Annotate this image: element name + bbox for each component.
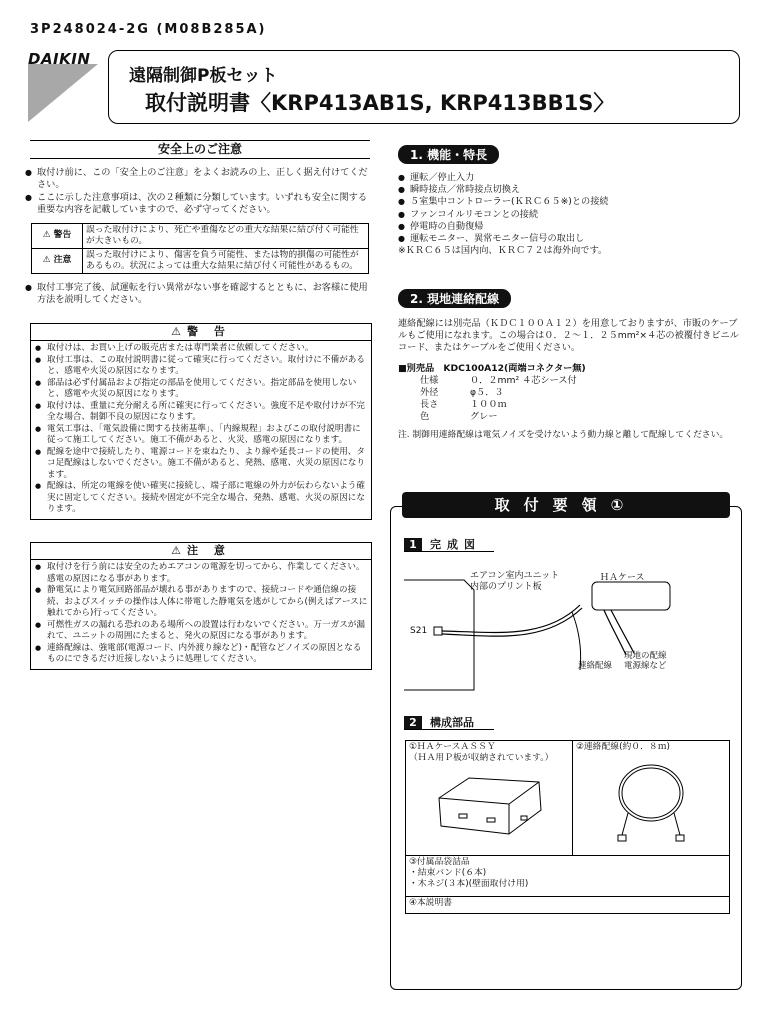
spec-value: φ５．３ <box>470 387 504 399</box>
table-row <box>32 223 369 248</box>
wire-coil-drawing <box>576 757 726 847</box>
section1-underline <box>404 551 494 552</box>
warning-heading: ⚠警 告 <box>31 324 371 342</box>
spec-key: 色 <box>420 411 430 423</box>
warning-caution-table <box>31 223 369 274</box>
wire-label: 連絡配線 <box>578 661 613 671</box>
part-3-cell <box>406 856 730 897</box>
part-3-title: ③付属品袋詰品 <box>409 857 470 867</box>
spec-row <box>420 375 583 387</box>
caution-item: ● 可燃性ガスの漏れる恐れのある場所への設置は行わないでください。万一ガスが漏れて、ユニットの周囲にたまると、発火の原因になる事があります。 <box>35 620 368 643</box>
logo-text: DAIKIN <box>28 50 91 68</box>
warning-label-cell <box>32 223 83 248</box>
pcb-label <box>470 571 559 593</box>
features-item: ● 運転／停止入力 <box>398 172 743 184</box>
table-row <box>406 741 730 856</box>
document-code: 3P248024-2G (M08B285A) <box>30 22 267 37</box>
features-item: ● 停電時の自動復帰 <box>398 221 743 233</box>
field-wire-label <box>624 651 667 671</box>
spec-key: 外径 <box>420 387 439 399</box>
spec-value: １００ｍ <box>470 399 507 411</box>
part-4-cell: ④本説明書 <box>406 897 730 914</box>
spec-value: グレー <box>470 411 498 423</box>
section2-underline <box>404 729 494 730</box>
part-1-subtitle: （ＨＡ用Ｐ板が収納されています。） <box>409 753 554 763</box>
section1-title: 完成図 <box>430 538 481 551</box>
s21-label: S21 <box>410 626 428 636</box>
features-heading: 1. 機能・特長 <box>398 145 499 164</box>
parts-table <box>405 740 730 914</box>
installation-banner: 取付要領① <box>402 492 730 518</box>
title-line1: 遠隔制御P板セット <box>129 66 278 86</box>
spec-key: 仕様 <box>420 374 439 386</box>
section1-heading <box>404 536 481 552</box>
section2-number: 2 <box>404 716 422 729</box>
warning-triangle-icon: ⚠ <box>42 230 51 240</box>
safety-intro-1: ● 取付け前に、この「安全上のご注意」をよくお読みの上、正しく据え付けてください。 <box>25 167 375 192</box>
features-item: ● ファンコイルリモコンとの接続 <box>398 209 743 221</box>
part-1-title: ①ＨＡケースＡＳＳＹ <box>409 742 496 752</box>
title-box <box>108 50 740 124</box>
field-wire-label-line1: 現地の配線 <box>624 651 667 661</box>
wiring-section <box>398 288 743 441</box>
warning-item: ● 取付けは、重量に充分耐える所に確実に行ってください。強度不足や取付けが不完全な場合、制御不良の原因になります。 <box>35 401 368 424</box>
ha-case-drawing <box>429 768 549 846</box>
section1-number: 1 <box>404 538 422 551</box>
option-title: ■別売品 KDC100A12(両端コネクター無) <box>398 362 586 374</box>
warning-item: ● 電気工事は、「電気設備に関する技術基準」、「内線規程」およびこの取付説明書に従って施工してください。施工不備があると、火災、感電の原因になります。 <box>35 424 368 447</box>
connection-wire <box>442 605 580 632</box>
ha-case <box>592 582 670 610</box>
wiring-text: 連絡配線には別売品（ＫＤＣ１００Ａ１２）を用意しておりますが、市販のケーブルもご使用になれます。この場合は０．２～１．２５mm²×４芯の被覆付きビニルコード、またはケーブルをご使用ください。 <box>398 318 739 354</box>
caution-icon: ⚠ <box>171 543 188 557</box>
warning-list <box>31 341 371 519</box>
pcb-label-line2: 内部のプリント板 <box>470 582 542 592</box>
wiring-note: 注. 制御用連絡配線は電気ノイズを受けないよう動力線と離して配線してください。 <box>398 429 729 440</box>
caution-heading: ⚠注 意 <box>31 543 371 561</box>
section2-title: 構成部品 <box>430 716 474 729</box>
title-line2: 取付説明書〈KRP413AB1S, KRP413BB1S〉 <box>145 91 615 115</box>
wiring-heading: 2. 現地連絡配線 <box>398 289 511 308</box>
warning-item: ● 部品は必ず付属品および指定の部品を使用してください。指定部品を使用しないと、感電や火災の原因になります。 <box>35 378 368 401</box>
table-row <box>406 897 730 914</box>
safety-section <box>25 140 375 670</box>
part-2-title: ②連絡配線(約０．８ｍ) <box>576 742 670 752</box>
caution-item: ● 取付けを行う前には安全のためエアコンの電源を切ってから、作業してください。感電の原因になる事があります。 <box>35 562 368 585</box>
features-item: ● 運転モニター、異常モニター信号の取出し <box>398 233 743 245</box>
caution-triangle-icon: ⚠ <box>42 255 51 265</box>
warning-item: ● 配線は、所定の電線を使い確実に接続し、端子部に電線の外力が伝わらないよう確実に固定してください。接続や固定が不完全な場合、発熱、感電、火災の原因になります。 <box>35 481 368 516</box>
safety-after: ● 取付工事完了後、試運転を行い異常がない事を確認するとともに、お客様に使用方法を説明してください。 <box>25 282 375 307</box>
caution-desc: 誤った取付けにより、傷害を負う可能性、または物的損傷の可能性があるもの。状況によっては重大な結果に結び付く可能性があるもの。 <box>83 248 369 273</box>
spec-table <box>420 375 583 424</box>
warning-desc: 誤った取付けにより、死亡や重傷などの重大な結果に結び付く可能性が大きいもの。 <box>83 223 369 248</box>
spec-value: ０．２mm² ４芯シース付 <box>470 374 577 386</box>
caution-box <box>30 542 372 670</box>
field-wire-label-line2: 電源線など <box>624 661 667 671</box>
warning-icon: ⚠ <box>171 324 188 338</box>
table-row <box>406 856 730 897</box>
caution-label: 注意 <box>53 255 72 265</box>
pcb-label-line1: エアコン室内ユニット <box>470 571 560 581</box>
warning-item: ● 配線を途中で接続したり、電源コードを束ねたり、より線や延長コードの使用、タコ足配線はしないでください。施工不備があると、発熱、感電、火災の原因になります。 <box>35 447 368 482</box>
ha-case-label: ＨＡケース <box>600 573 645 583</box>
features-item: ● 瞬時接点／常時接点切換え <box>398 184 743 196</box>
part-1-cell <box>406 741 573 856</box>
caution-item: ● 静電気により電気回路部品が壊れる事がありますので、接続コードや通信線の接続、およびスイッチの操作は人体に帯電した静電気を逃がしてから(例えばアースに触れてから)行ってください。 <box>35 585 368 620</box>
safety-intro-2: ● ここに示した注意事項は、次の２種類に分類しています。いずれも安全に関する重要な内容を記載していますので、必ず守ってください。 <box>25 192 375 217</box>
caution-label-cell <box>32 248 83 273</box>
warning-label: 警告 <box>53 230 72 240</box>
spec-key: 長さ <box>420 399 439 411</box>
daikin-logo <box>28 50 108 128</box>
features-note: ※ＫＲＣ６５は国内向、ＫＲＣ７２は海外向です。 <box>398 245 608 257</box>
spec-row <box>420 411 583 423</box>
part-3-item2: ・木ネジ(３本)(壁面取付け用) <box>409 879 529 889</box>
features-list <box>398 172 743 245</box>
warning-item: ● 取付けは、お買い上げの販売店または専門業者に依頼してください。 <box>35 343 368 355</box>
caution-list <box>31 560 371 669</box>
spec-row <box>420 387 583 399</box>
part-2-cell <box>573 741 730 856</box>
spec-row <box>420 399 583 411</box>
table-row <box>32 248 369 273</box>
features-item: ● ５室集中コントローラー(ＫＲＣ６５※)との接続 <box>398 196 743 208</box>
warning-box <box>30 323 372 520</box>
section2-heading <box>404 714 474 730</box>
features-section <box>398 144 743 257</box>
warning-item: ● 取付工事は、この取付説明書に従って確実に行ってください。取付けに不備があると、感電や火災の原因になります。 <box>35 355 368 378</box>
caution-item: ● 連絡配線は、強電部(電源コード、内外渡り線など)・配管などノイズの原因となるものにできるだけ近接しないように処理してください。 <box>35 643 368 666</box>
part-3-item1: ・結束バンド(６本) <box>409 868 487 878</box>
completion-diagram <box>404 560 734 710</box>
safety-heading: 安全上のご注意 <box>30 140 370 159</box>
s21-connector <box>434 627 442 635</box>
